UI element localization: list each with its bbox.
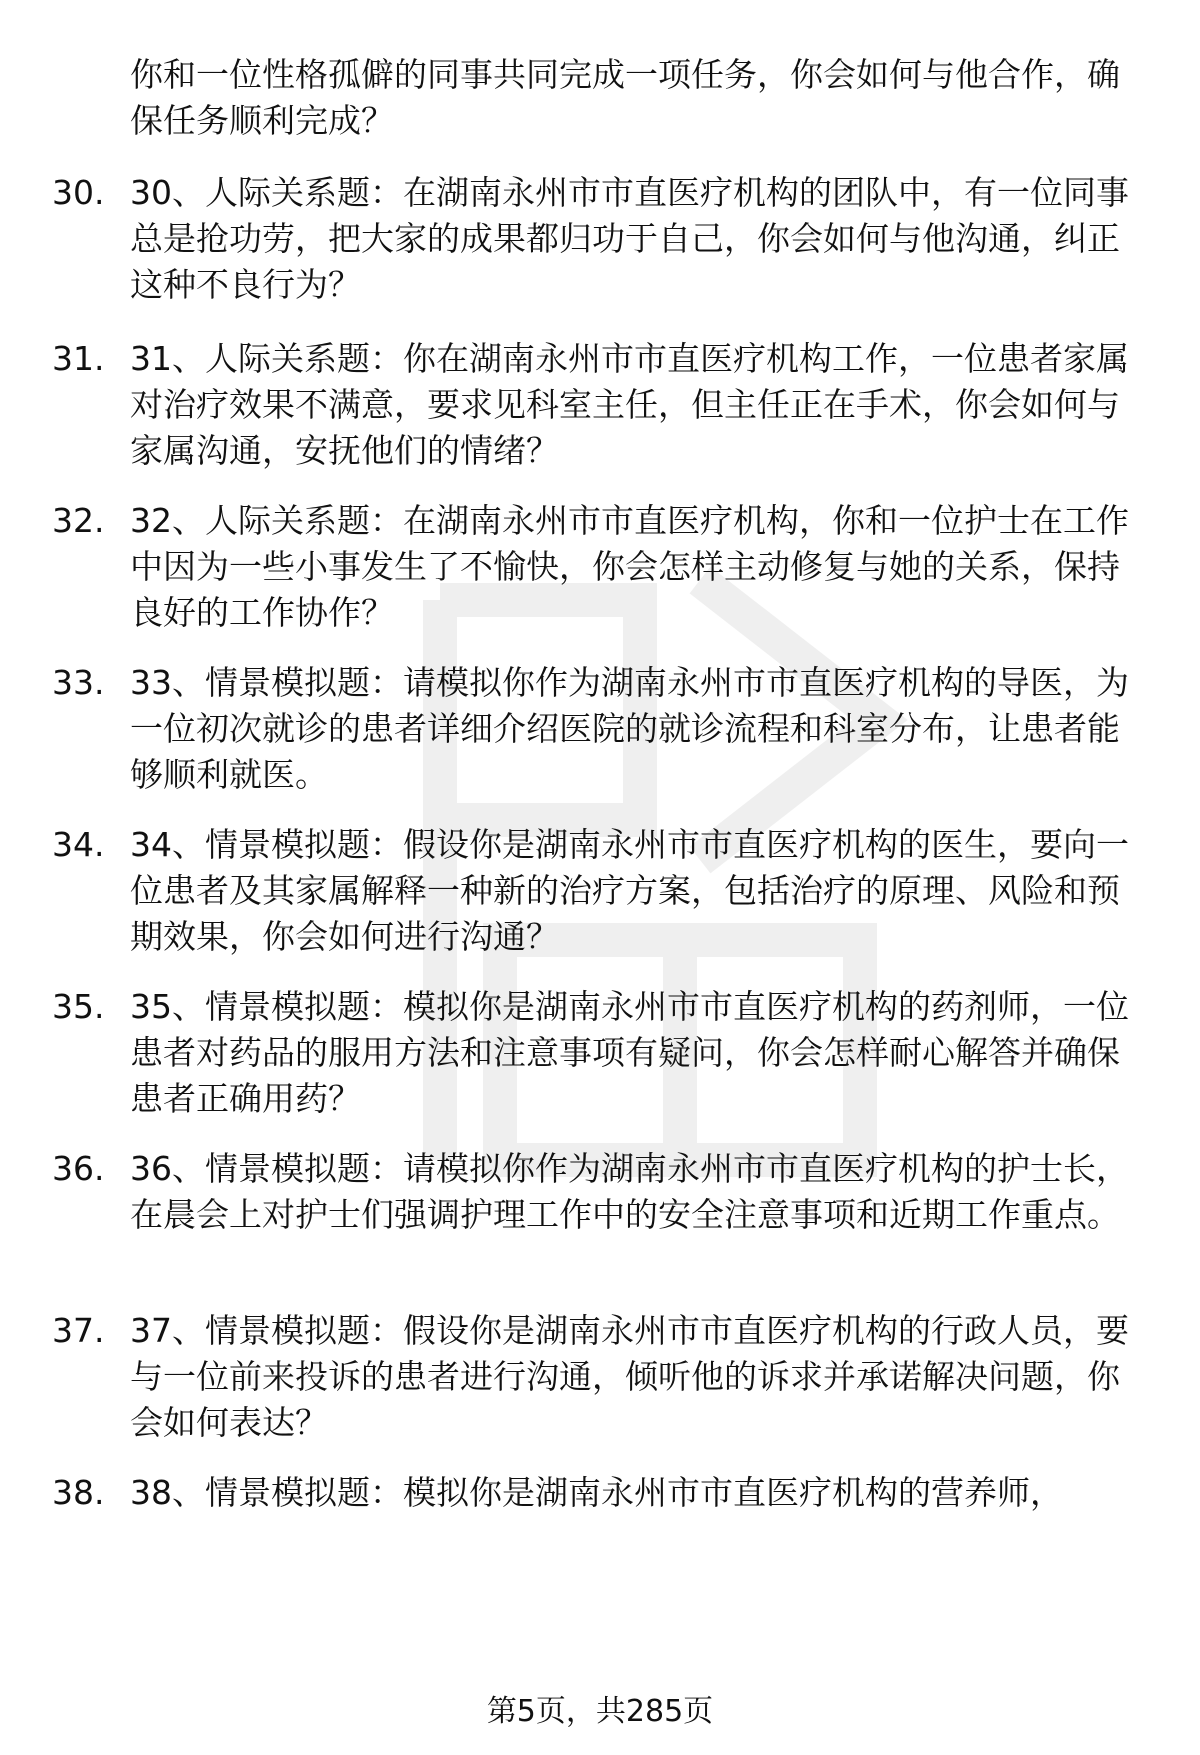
question-text: 38、情景模拟题：模拟你是湖南永州市市直医疗机构的营养师， bbox=[130, 1473, 1063, 1512]
question-text: 35、情景模拟题：模拟你是湖南永州市市直医疗机构的药剂师，一位患者对药品的服用方法和注意事项有疑问，你会怎样耐心解答并确保患者正确用药？ bbox=[130, 987, 1129, 1118]
question-number: 30. bbox=[52, 173, 105, 212]
question-number: 32. bbox=[52, 501, 105, 540]
question-text: 30、人际关系题：在湖南永州市市直医疗机构的团队中，有一位同事总是抢功劳，把大家的成果都归功于自己，你会如何与他沟通，纠正这种不良行为？ bbox=[130, 173, 1129, 304]
question-number: 36. bbox=[52, 1149, 105, 1188]
question-text: 36、情景模拟题：请模拟你作为湖南永州市市直医疗机构的护士长，在晨会上对护士们强调护理工作中的安全注意事项和近期工作重点。 bbox=[130, 1149, 1129, 1234]
question-number: 37. bbox=[52, 1311, 105, 1350]
question-number: 31. bbox=[52, 339, 105, 378]
question-number: 34. bbox=[52, 825, 105, 864]
page-footer: 第5页，共285页 bbox=[486, 1694, 714, 1729]
question-number: 38. bbox=[52, 1473, 105, 1512]
question-text: 31、人际关系题：你在湖南永州市市直医疗机构工作，一位患者家属对治疗效果不满意，要求见科室主任，但主任正在手术，你会如何与家属沟通，安抚他们的情绪？ bbox=[130, 339, 1129, 470]
question-text: 33、情景模拟题：请模拟你作为湖南永州市市直医疗机构的导医，为一位初次就诊的患者详细介绍医院的就诊流程和科室分布，让患者能够顺利就医。 bbox=[130, 663, 1129, 794]
question-text: 34、情景模拟题：假设你是湖南永州市市直医疗机构的医生，要向一位患者及其家属解释一种新的治疗方案，包括治疗的原理、风险和预期效果，你会如何进行沟通？ bbox=[130, 825, 1129, 956]
question-number: 35. bbox=[52, 987, 105, 1026]
question-text: 你和一位性格孤僻的同事共同完成一项任务，你会如何与他合作，确保任务顺利完成？ bbox=[130, 55, 1120, 140]
question-number: 33. bbox=[52, 663, 105, 702]
question-text: 37、情景模拟题：假设你是湖南永州市市直医疗机构的行政人员，要与一位前来投诉的患者进行沟通，倾听他的诉求并承诺解决问题，你会如何表达？ bbox=[130, 1311, 1129, 1442]
question-text: 32、人际关系题：在湖南永州市市直医疗机构，你和一位护士在工作中因为一些小事发生了不愉快，你会怎样主动修复与她的关系，保持良好的工作协作？ bbox=[130, 501, 1129, 632]
